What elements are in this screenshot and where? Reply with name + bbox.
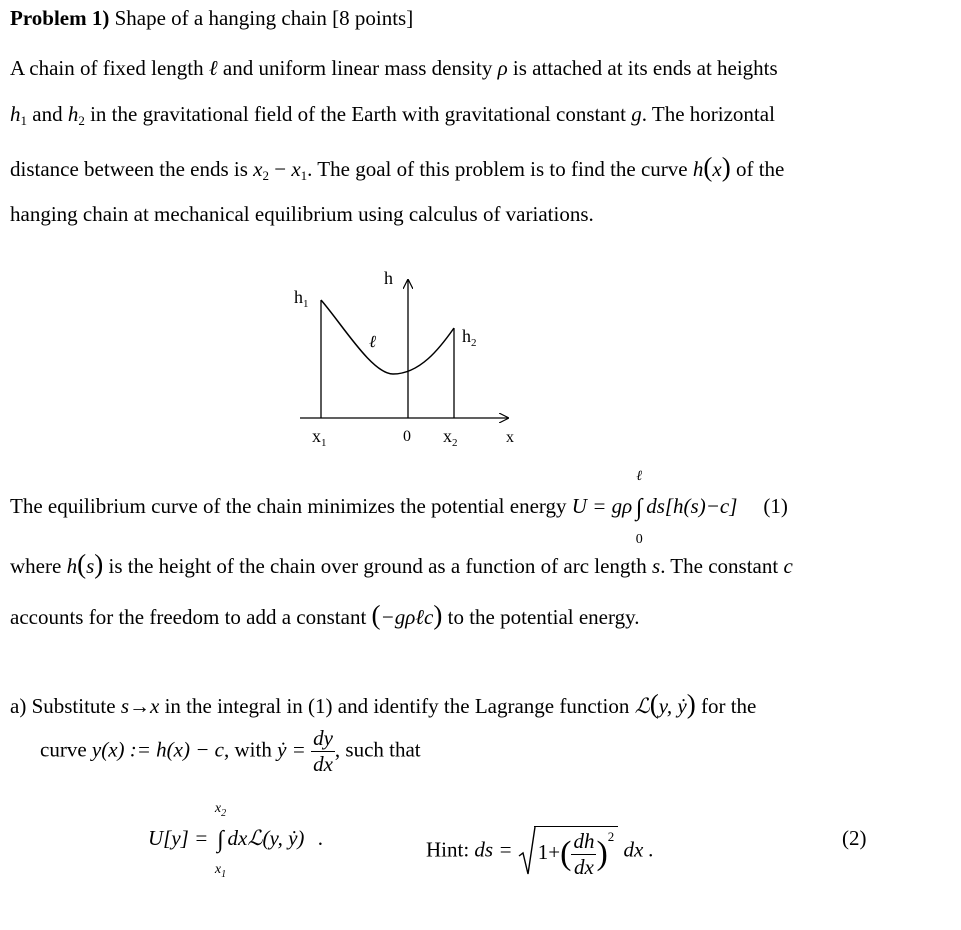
fraction-dh-dx [571, 828, 596, 879]
problem-heading: Problem 1) [10, 6, 110, 30]
paren: ( [703, 152, 713, 182]
text: , such that [334, 737, 421, 762]
integral-sign: ∫ [635, 494, 643, 521]
integral-2 [214, 800, 228, 880]
intro-line-3 [10, 152, 784, 184]
math-h: h [10, 102, 21, 126]
label-x1: $x_1$ [312, 426, 327, 449]
label-zero: 0 [403, 428, 411, 445]
math-substitution: s→x [120, 694, 160, 718]
hanging-chain-diagram [280, 262, 530, 452]
text: of the [730, 157, 785, 181]
text: where [10, 554, 67, 578]
period: . [317, 826, 323, 850]
paren: ( [649, 689, 659, 719]
math-x: x [253, 157, 263, 181]
text: for the [695, 694, 757, 718]
math-h: h [692, 157, 704, 181]
math-definition: y(x) := h(x) − c [91, 737, 224, 762]
math-integrand: dxℒ(y, ẏ) [227, 826, 305, 850]
fraction-denominator: dx [574, 854, 594, 879]
label-h2: $h_2$ [462, 326, 477, 349]
radicand: 1+( $\frac{dh}{dx}$ )$^2$ [534, 826, 619, 878]
sqrt-sign [518, 826, 536, 876]
energy-line-2 [10, 549, 793, 580]
integral-1 [632, 468, 646, 547]
math-U-functional: U[y] = [148, 826, 214, 850]
energy-line-1 [10, 468, 788, 547]
text: and uniform linear mass density [217, 56, 498, 80]
text: . The horizontal [641, 102, 775, 126]
label-x2: $x_2$ [443, 426, 458, 449]
paren: ) [686, 689, 696, 719]
text: . The constant [660, 554, 784, 578]
part-a-line-2 [40, 728, 421, 775]
label-ell: ℓ [369, 332, 377, 351]
math-dx: dx . [623, 837, 654, 862]
label-h-axis: h [384, 268, 393, 288]
math-x: x [291, 157, 301, 181]
text: , with [223, 737, 278, 762]
math-h: h [66, 554, 78, 578]
hint [426, 826, 654, 878]
fraction-numerator: dh [573, 828, 595, 853]
math-rho: ρ [497, 56, 508, 80]
math-s: s [652, 554, 661, 578]
math-constant: −gρℓc [380, 605, 434, 629]
math-ds: ds = [474, 837, 518, 862]
hint-label: Hint: [426, 837, 475, 862]
paren: ) [721, 152, 731, 182]
label-h1: $h_1$ [294, 287, 309, 310]
text: A chain of fixed length [10, 56, 209, 80]
math-sub: 2 [262, 168, 269, 183]
text: accounts for the freedom to add a constant [10, 605, 372, 629]
paren: ( [371, 600, 381, 630]
intro-line-1 [10, 56, 778, 81]
integral-upper: ℓ [636, 468, 643, 484]
math-sub: 2 [78, 113, 85, 128]
part-a-line-1 [10, 689, 756, 720]
intro-line-2 [10, 102, 775, 129]
integral-upper: $x_2$ [214, 800, 227, 819]
text: in the integral in (1) and identify the Lagrange function [159, 694, 635, 718]
problem-points: [8 points] [332, 6, 414, 30]
math-U-eq: U = gρ [571, 494, 633, 518]
math-sub: 1 [300, 168, 308, 183]
math-sub: 1 [20, 113, 27, 128]
label-x-axis: x [506, 429, 514, 446]
text: to the potential energy. [442, 605, 640, 629]
text: in the gravitational field of the Earth with gravitational constant [84, 102, 632, 126]
text: and [27, 102, 68, 126]
math-g: g [631, 102, 642, 126]
text: . The goal of this problem is to find the curve [307, 157, 693, 181]
energy-line-3 [10, 600, 640, 631]
chain-curve [321, 300, 454, 374]
text: a) Substitute [10, 694, 121, 718]
text: is the height of the chain over ground as a function of arc length [103, 554, 652, 578]
integral-sign: ∫ [217, 826, 224, 853]
exponent: 2 [607, 829, 615, 844]
math-minus: − [269, 157, 292, 181]
sqrt-expression [518, 826, 619, 878]
text: distance between the ends is [10, 157, 254, 181]
math-ell: ℓ [208, 56, 218, 80]
math-s: s [86, 554, 95, 578]
math-x: x [712, 157, 722, 181]
text: 1+ [537, 840, 561, 864]
math-h: h [67, 102, 79, 126]
math-ydot: ẏ = [277, 737, 312, 762]
problem-title [10, 6, 413, 31]
text: curve [40, 737, 92, 762]
paren: ) [94, 549, 104, 579]
paren: ( [77, 549, 87, 579]
equation-2 [148, 800, 323, 880]
math-lagrangian: ℒ [634, 694, 650, 718]
text: is attached at its ends at heights [507, 56, 778, 80]
text: The equilibrium curve of the chain minimizes the potential energy [10, 494, 572, 518]
intro-line-4: hanging chain at mechanical equilibrium using calculus of variations. [10, 202, 594, 226]
equation-number-1: (1) [763, 494, 788, 518]
integral-lower: 0 [635, 531, 643, 547]
paren: ) [433, 600, 443, 630]
integral-lower: $x_1$ [214, 861, 227, 880]
fraction-denominator: dx [313, 752, 333, 776]
equation-number-2: (2) [842, 826, 867, 850]
math-integrand: ds[h(s)−c] [646, 494, 738, 518]
math-args: y, ẏ [658, 694, 687, 718]
fraction-dy-dx [311, 728, 335, 775]
fraction-numerator: dy [313, 726, 333, 750]
math-c: c [783, 554, 793, 578]
problem-title-text: Shape of a hanging chain [114, 6, 327, 30]
